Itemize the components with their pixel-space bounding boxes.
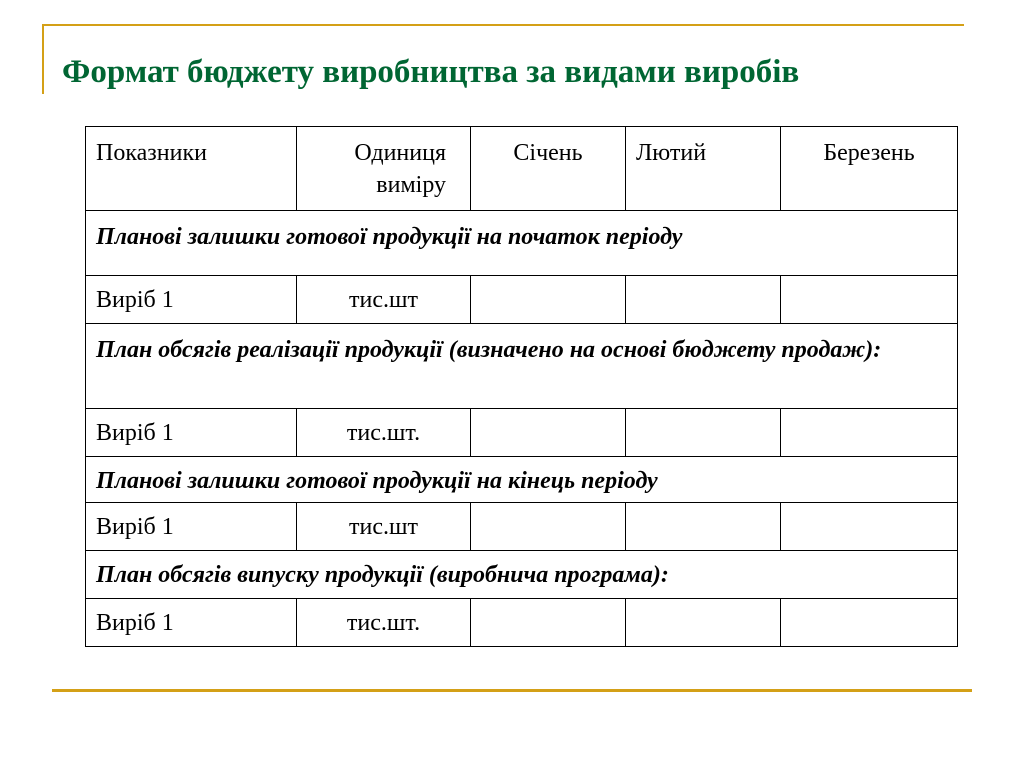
cell-february <box>626 503 781 551</box>
row-name: Виріб 1 <box>86 409 297 457</box>
row-name: Виріб 1 <box>86 599 297 647</box>
production-budget-table <box>85 126 958 647</box>
row-unit: тис.шт. <box>297 599 471 647</box>
table-row <box>86 409 958 457</box>
top-accent-line <box>42 24 964 26</box>
header-unit: Одиниця виміру <box>297 127 471 211</box>
section-row <box>86 551 958 599</box>
cell-february <box>626 276 781 324</box>
header-february: Лютий <box>626 127 781 211</box>
table-header-row <box>86 127 958 211</box>
table-row <box>86 503 958 551</box>
cell-march <box>781 276 958 324</box>
section-title-closing-stock: Планові залишки готової продукції на кінець періоду <box>96 468 658 494</box>
left-accent-line <box>42 24 44 94</box>
table-row <box>86 276 958 324</box>
section-title-opening-stock: Планові залишки готової продукції на початок періоду <box>96 224 683 250</box>
header-january: Січень <box>471 127 626 211</box>
bottom-accent-line <box>52 689 972 692</box>
section-row <box>86 324 958 409</box>
cell-february <box>626 409 781 457</box>
header-indicators: Показники <box>86 127 297 211</box>
cell-march <box>781 409 958 457</box>
section-row <box>86 211 958 276</box>
header-march: Березень <box>781 127 958 211</box>
section-row <box>86 457 958 503</box>
cell-march <box>781 599 958 647</box>
row-name: Виріб 1 <box>86 276 297 324</box>
section-title-production-program: План обсягів випуску продукції (виробнича програма): <box>96 562 669 588</box>
row-unit: тис.шт <box>297 503 471 551</box>
row-name: Виріб 1 <box>86 503 297 551</box>
cell-february <box>626 599 781 647</box>
cell-march <box>781 503 958 551</box>
section-title-sales-plan: План обсягів реалізації продукції (визначено на основі бюджету продаж): <box>96 337 882 363</box>
row-unit: тис.шт. <box>297 409 471 457</box>
cell-january <box>471 599 626 647</box>
row-unit: тис.шт <box>297 276 471 324</box>
cell-january <box>471 276 626 324</box>
slide-title: Формат бюджету виробництва за видами виробів <box>62 54 800 90</box>
table-row <box>86 599 958 647</box>
cell-january <box>471 409 626 457</box>
cell-january <box>471 503 626 551</box>
